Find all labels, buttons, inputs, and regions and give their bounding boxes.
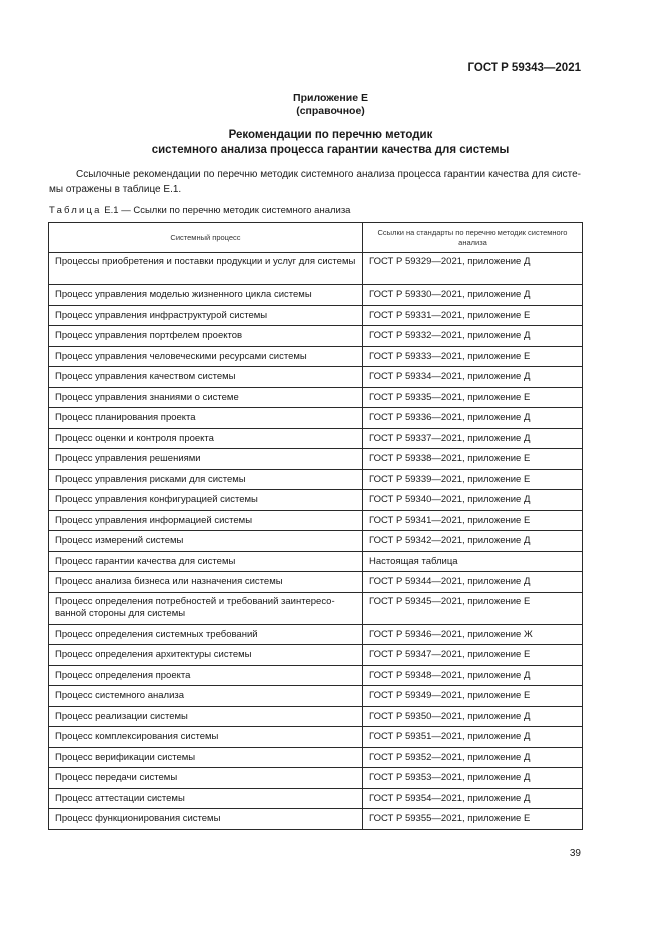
- process-cell: Процесс гарантии качества для системы: [49, 551, 363, 572]
- reference-cell: ГОСТ Р 59353—2021, приложение Д: [363, 768, 583, 789]
- table-row: [49, 285, 583, 306]
- reference-cell: ГОСТ Р 59334—2021, приложение Д: [363, 367, 583, 388]
- process-cell: Процесс функционирования системы: [49, 809, 363, 830]
- table-row: [49, 686, 583, 707]
- reference-cell: ГОСТ Р 59351—2021, приложение Д: [363, 727, 583, 748]
- reference-cell: ГОСТ Р 59329—2021, приложение Д: [363, 253, 583, 285]
- reference-cell: ГОСТ Р 59347—2021, приложение Е: [363, 645, 583, 666]
- process-cell: Процесс управления человеческими ресурсами системы: [49, 346, 363, 367]
- process-cell: Процесс определения потребностей и требований заинтересо-ванной стороны для системы: [49, 592, 363, 624]
- table-row: [49, 706, 583, 727]
- table-row: [49, 449, 583, 470]
- table-row: [49, 624, 583, 645]
- table-row: [49, 645, 583, 666]
- table-row: [49, 788, 583, 809]
- table-row: [49, 490, 583, 511]
- table-row: [49, 809, 583, 830]
- process-cell: Процесс управления качеством системы: [49, 367, 363, 388]
- recommendation-title-line1: Рекомендации по перечню методик: [228, 129, 433, 141]
- annex-subtitle: (справочное): [296, 105, 365, 117]
- process-cell: Процесс управления решениями: [49, 449, 363, 470]
- process-cell: Процесс управления информацией системы: [49, 510, 363, 531]
- reference-cell: Настоящая таблица: [363, 551, 583, 572]
- references-table: [48, 222, 583, 830]
- table-row: [49, 727, 583, 748]
- reference-cell: ГОСТ Р 59345—2021, приложение Е: [363, 592, 583, 624]
- process-cell: Процесс анализа бизнеса или назначения системы: [49, 572, 363, 593]
- table-row: [49, 387, 583, 408]
- intro-paragraph: Ссылочные рекомендации по перечню методик системного анализа процесса гарантии качества для систе-мы отражены в таблице Е.1.: [49, 169, 581, 195]
- table-row: [49, 747, 583, 768]
- process-cell: Процесс аттестации системы: [49, 788, 363, 809]
- reference-cell: ГОСТ Р 59342—2021, приложение Д: [363, 531, 583, 552]
- process-cell: Процесс оценки и контроля проекта: [49, 428, 363, 449]
- reference-cell: ГОСТ Р 59355—2021, приложение Е: [363, 809, 583, 830]
- process-cell: Процесс определения системных требований: [49, 624, 363, 645]
- reference-cell: ГОСТ Р 59350—2021, приложение Д: [363, 706, 583, 727]
- annex-title: Приложение Е: [293, 92, 368, 104]
- table-caption-prefix: Таблица: [49, 205, 102, 216]
- page-number: 39: [569, 848, 581, 859]
- reference-cell: ГОСТ Р 59344—2021, приложение Д: [363, 572, 583, 593]
- reference-cell: ГОСТ Р 59330—2021, приложение Д: [363, 285, 583, 306]
- table-row: [49, 346, 583, 367]
- process-cell: Процесс комплексирования системы: [49, 727, 363, 748]
- process-cell: Процесс управления моделью жизненного цикла системы: [49, 285, 363, 306]
- table-row: [49, 408, 583, 429]
- reference-cell: ГОСТ Р 59352—2021, приложение Д: [363, 747, 583, 768]
- process-cell: Процесс системного анализа: [49, 686, 363, 707]
- table-header-row: [49, 223, 583, 253]
- standard-code: ГОСТ Р 59343—2021: [467, 62, 581, 74]
- table-row: [49, 253, 583, 285]
- table-row: [49, 367, 583, 388]
- recommendation-title-line2: системного анализа процесса гарантии качества для системы: [151, 144, 510, 156]
- reference-cell: ГОСТ Р 59331—2021, приложение Е: [363, 305, 583, 326]
- reference-cell: ГОСТ Р 59341—2021, приложение Е: [363, 510, 583, 531]
- reference-cell: ГОСТ Р 59339—2021, приложение Е: [363, 469, 583, 490]
- reference-cell: ГОСТ Р 59340—2021, приложение Д: [363, 490, 583, 511]
- table-caption: [49, 205, 350, 216]
- header-refs: Ссылки на стандарты по перечню методик системного анализа: [363, 223, 583, 253]
- reference-cell: ГОСТ Р 59348—2021, приложение Д: [363, 665, 583, 686]
- table-row: [49, 469, 583, 490]
- reference-cell: ГОСТ Р 59349—2021, приложение Е: [363, 686, 583, 707]
- reference-cell: ГОСТ Р 59335—2021, приложение Е: [363, 387, 583, 408]
- process-cell: Процессы приобретения и поставки продукции и услуг для системы: [49, 253, 363, 285]
- reference-cell: ГОСТ Р 59337—2021, приложение Д: [363, 428, 583, 449]
- annex-heading: [0, 92, 661, 118]
- process-cell: Процесс определения архитектуры системы: [49, 645, 363, 666]
- table-row: [49, 768, 583, 789]
- table-caption-text: Е.1 — Ссылки по перечню методик системного анализа: [104, 205, 351, 216]
- reference-cell: ГОСТ Р 59332—2021, приложение Д: [363, 326, 583, 347]
- table-row: [49, 572, 583, 593]
- table-row: [49, 428, 583, 449]
- header-process: Системный процесс: [49, 223, 363, 253]
- process-cell: Процесс управления портфелем проектов: [49, 326, 363, 347]
- table-row: [49, 665, 583, 686]
- table-row: [49, 531, 583, 552]
- reference-cell: ГОСТ Р 59354—2021, приложение Д: [363, 788, 583, 809]
- process-cell: Процесс планирования проекта: [49, 408, 363, 429]
- table-row: [49, 510, 583, 531]
- reference-cell: ГОСТ Р 59333—2021, приложение Е: [363, 346, 583, 367]
- process-cell: Процесс определения проекта: [49, 665, 363, 686]
- reference-cell: ГОСТ Р 59338—2021, приложение Е: [363, 449, 583, 470]
- process-cell: Процесс управления знаниями о системе: [49, 387, 363, 408]
- table-row: [49, 326, 583, 347]
- process-cell: Процесс управления инфраструктурой системы: [49, 305, 363, 326]
- recommendation-heading: [0, 128, 661, 158]
- table-row: [49, 305, 583, 326]
- process-cell: Процесс измерений системы: [49, 531, 363, 552]
- table-row: [49, 551, 583, 572]
- table-row: [49, 592, 583, 624]
- process-cell: Процесс верификации системы: [49, 747, 363, 768]
- process-cell: Процесс управления конфигурацией системы: [49, 490, 363, 511]
- process-cell: Процесс управления рисками для системы: [49, 469, 363, 490]
- reference-cell: ГОСТ Р 59336—2021, приложение Д: [363, 408, 583, 429]
- process-cell: Процесс реализации системы: [49, 706, 363, 727]
- reference-cell: ГОСТ Р 59346—2021, приложение Ж: [363, 624, 583, 645]
- process-cell: Процесс передачи системы: [49, 768, 363, 789]
- table-body: [49, 253, 583, 830]
